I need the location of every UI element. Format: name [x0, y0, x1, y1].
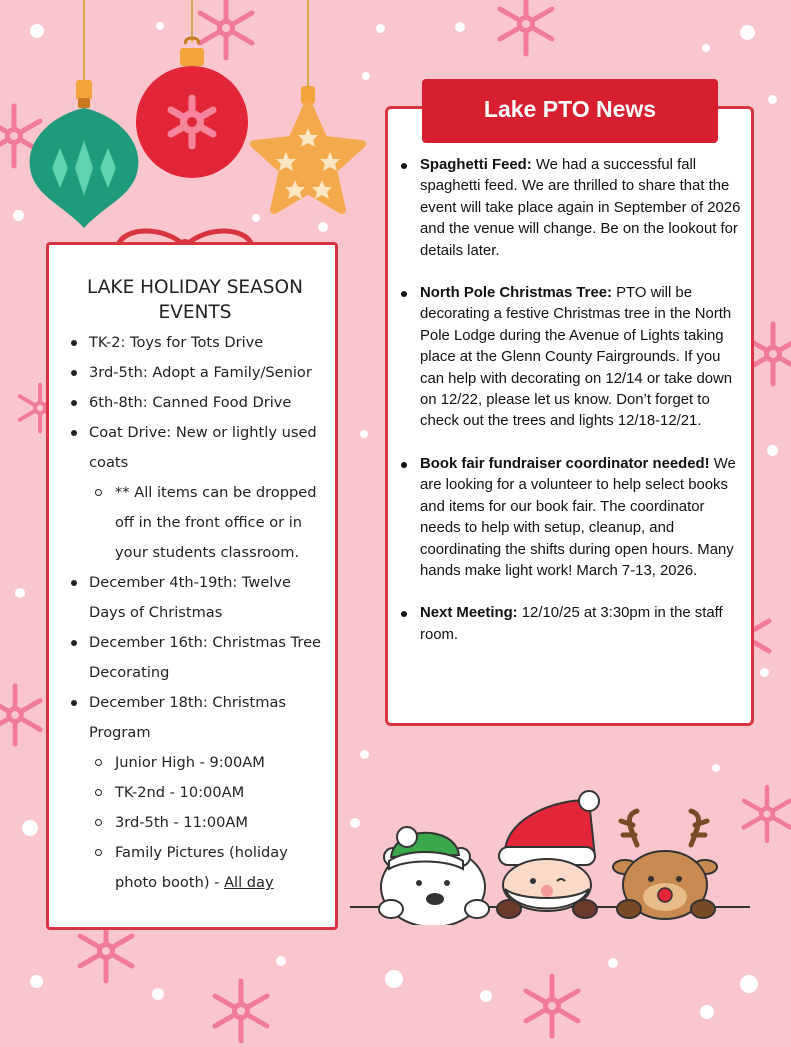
- snow-dot: [385, 970, 403, 988]
- list-item: 3rd-5th - 11:00AM: [49, 808, 337, 838]
- list-item: December 18th: Christmas Program: [49, 688, 337, 748]
- snow-dot: [712, 764, 720, 772]
- star-ornament-icon: [250, 0, 366, 220]
- snow-dot: [768, 95, 777, 104]
- list-item: December 4th-19th: Twelve Days of Christmas: [49, 568, 337, 628]
- snow-dot: [740, 25, 755, 40]
- all-day-label: All day: [224, 874, 274, 891]
- news-list: [388, 155, 748, 667]
- list-item: ** All items can be dropped off in the front office or in your students classroom.: [49, 478, 337, 568]
- holiday-events-card: [46, 242, 338, 930]
- events-title: LAKE HOLIDAY SEASON EVENTS: [87, 277, 303, 323]
- list-item: TK-2: Toys for Tots Drive: [49, 328, 337, 358]
- list-item: 3rd-5th: Adopt a Family/Senior: [49, 358, 337, 388]
- pto-news-card: [385, 106, 754, 726]
- list-item: Coat Drive: New or lightly used coats: [49, 418, 337, 478]
- list-item: December 16th: Christmas Tree Decorating: [49, 628, 337, 688]
- snow-dot: [276, 956, 286, 966]
- snow-dot: [360, 750, 369, 759]
- list-item: Junior High - 9:00AM: [49, 748, 337, 778]
- santa-icon: [497, 791, 599, 918]
- snow-dot: [455, 22, 465, 32]
- peeking-characters-illustration: [345, 785, 755, 925]
- snow-dot: [702, 44, 710, 52]
- events-list: [49, 328, 337, 898]
- snow-dot: [740, 975, 758, 993]
- snow-dot: [15, 588, 25, 598]
- snowflake-icon: [205, 975, 277, 1047]
- snow-dot: [376, 24, 385, 33]
- snowflake-icon: [0, 680, 50, 750]
- snow-dot: [480, 990, 492, 1002]
- snowflake-icon: [516, 970, 588, 1042]
- news-item: North Pole Christmas Tree: PTO will be decorating a festive Christmas tree in the North Pole Lodge during the Avenue of Lights taking place at the Glenn County Fairgrounds. If you can help with decorating on 12/14 or take down on 12/22, please let us know. Don’t forget to check out the trees and lights 12/18-12/21.: [388, 283, 748, 433]
- snowflake-icon: [490, 0, 562, 60]
- snow-dot: [767, 445, 778, 456]
- list-item: TK-2nd - 10:00AM: [49, 778, 337, 808]
- snow-dot: [30, 975, 43, 988]
- snow-dot: [13, 210, 24, 221]
- snow-dot: [318, 222, 328, 232]
- news-item: Spaghetti Feed: We had a successful fall spaghetti feed. We are thrilled to share that the event will take place again in September of 2026 and the venue will change. Be on the lookout for details later.: [388, 155, 748, 262]
- snow-dot: [22, 820, 38, 836]
- list-item: Family Pictures (holiday photo booth) - All day: [49, 838, 337, 898]
- snow-dot: [152, 988, 164, 1000]
- polar-bear-icon: [379, 827, 489, 925]
- news-title-banner: Lake PTO News: [422, 79, 718, 143]
- news-item: Book fair fundraiser coordinator needed! We are looking for a volunteer to help select books and items for our book fair. The coordinator needs to help with setup, cleanup, and coordinating the shifts during open hours. Many hands make light work! March 7-13, 2026.: [388, 454, 748, 582]
- snow-dot: [360, 430, 368, 438]
- reindeer-icon: [613, 811, 717, 919]
- snow-dot: [608, 958, 618, 968]
- list-item: 6th-8th: Canned Food Drive: [49, 388, 337, 418]
- news-item: Next Meeting: 12/10/25 at 3:30pm in the staff room.: [388, 603, 748, 646]
- red-ornament-icon: [132, 0, 256, 180]
- green-ornament-icon: [26, 0, 144, 232]
- snow-dot: [700, 1005, 714, 1019]
